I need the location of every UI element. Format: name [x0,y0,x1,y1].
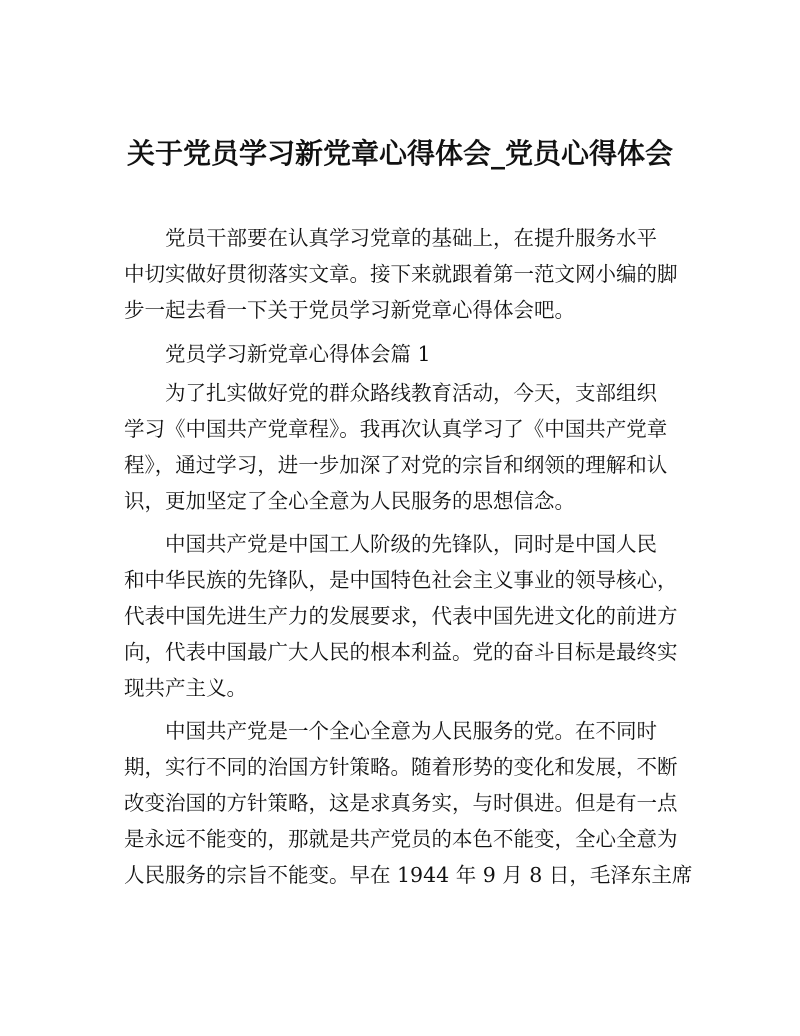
paragraph-line: 中国共产党是中国工人阶级的先锋队，同时是中国人民 [165,532,657,556]
paragraph-line: 期，实行不同的治国方针策略。随着形势的变化和发展，不断 [124,755,678,779]
document-title: 关于党员学习新党章心得体会_党员心得体会 [126,137,673,170]
paragraph-line: 步一起去看一下关于党员学习新党章心得体会吧。 [124,298,575,322]
paragraph-line: 中国共产党是一个全心全意为人民服务的党。在不同时 [165,719,657,743]
paragraph-line: 识，更加坚定了全心全意为人民服务的思想信念。 [124,489,575,513]
paragraph-line: 代表中国先进生产力的发展要求，代表中国先进文化的前进方 [124,604,678,628]
paragraph-line: 中切实做好贯彻落实文章。接下来就跟着第一范文网小编的脚 [124,262,678,286]
paragraph-line: 程》，通过学习，进一步加深了对党的宗旨和纲领的理解和认 [124,453,668,477]
paragraph-line: 向，代表中国最广大人民的根本利益。党的奋斗目标是最终实 [124,640,678,664]
paragraph-line: 人民服务的宗旨不能变。早在 1944 年 9 月 8 日，毛泽东主席 [124,863,693,887]
paragraph-line: 现共产主义。 [124,676,247,700]
paragraph-line: 为了扎实做好党的群众路线教育活动，今天，支部组织 [165,381,657,405]
paragraph-line: 是永远不能变的，那就是共产党员的本色不能变，全心全意为 [124,827,678,851]
paragraph-line: 改变治国的方针策略，这是求真务实，与时俱进。但是有一点 [124,791,678,815]
section-heading: 党员学习新党章心得体会篇 1 [165,342,431,366]
paragraph-line: 学习《中国共产党章程》。我再次认真学习了《中国共产党章 [124,417,668,441]
paragraph-line: 和中华民族的先锋队，是中国特色社会主义事业的领导核心， [124,568,678,592]
paragraph-line: 党员干部要在认真学习党章的基础上，在提升服务水平 [165,226,657,250]
